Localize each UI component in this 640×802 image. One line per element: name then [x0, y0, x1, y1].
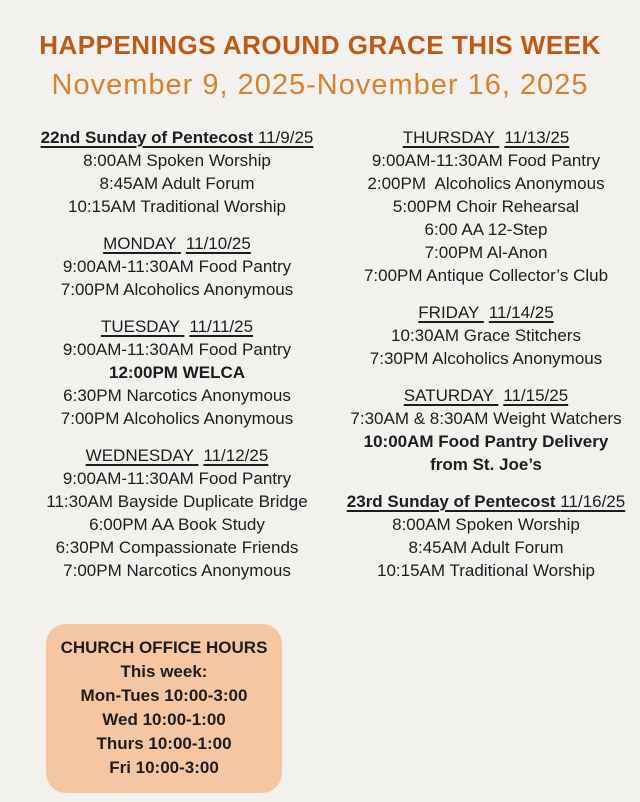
day-title: TUESDAY — [100, 317, 180, 336]
event-line: 9:00AM-11:30AM Food Pantry — [62, 469, 292, 488]
day-heading — [340, 490, 632, 513]
day-heading — [22, 315, 332, 338]
day-section-wednesday — [22, 444, 332, 582]
event-line: 6:30PM Narcotics Anonymous — [63, 386, 291, 405]
event-line: 6:00PM AA Book Study — [89, 515, 265, 534]
day-heading — [22, 126, 332, 149]
bulletin-header — [0, 0, 640, 102]
event-line: 8:45AM Adult Forum — [99, 174, 255, 193]
office-hours-line: Mon-Tues 10:00-3:00 — [80, 686, 248, 705]
event-line: 7:00PM Alcoholics Anonymous — [60, 280, 294, 299]
day-title: FRIDAY — [418, 303, 480, 322]
event-line: 12:00PM WELCA — [108, 363, 246, 382]
day-date: 11/10/25 — [185, 234, 251, 253]
event-line: 6:00 AA 12-Step — [424, 220, 548, 239]
event-line: 9:00AM-11:30AM Food Pantry — [371, 151, 601, 170]
day-section-tuesday — [22, 315, 332, 430]
event-line: 7:00PM Narcotics Anonymous — [63, 561, 291, 580]
day-title: WEDNESDAY — [85, 446, 194, 465]
weekly-schedule — [0, 126, 640, 596]
event-line: 10:15AM Traditional Worship — [68, 197, 286, 216]
day-heading — [340, 384, 632, 407]
event-line: 7:00PM Antique Collector’s Club — [363, 266, 609, 285]
day-title: THURSDAY — [402, 128, 495, 147]
event-line: 9:00AM-11:30AM Food Pantry — [62, 257, 292, 276]
day-heading — [340, 126, 632, 149]
day-heading — [22, 444, 332, 467]
page-title: HAPPENINGS AROUND GRACE THIS WEEK — [39, 30, 601, 60]
day-date: 11/16/25 — [560, 492, 626, 511]
day-section-sunday-23rd — [340, 490, 632, 582]
date-range: November 9, 2025-November 16, 2025 — [51, 69, 589, 101]
schedule-column-left — [22, 126, 332, 596]
office-hours-line: Thurs 10:00-1:00 — [96, 734, 232, 753]
day-date: 11/11/25 — [189, 317, 254, 336]
day-date: 11/14/25 — [488, 303, 554, 322]
event-line: 8:45AM Adult Forum — [408, 538, 564, 557]
day-date: 11/12/25 — [203, 446, 269, 465]
day-section-saturday — [340, 384, 632, 476]
day-title: SATURDAY — [403, 386, 494, 405]
event-line: 6:30PM Compassionate Friends — [55, 538, 299, 557]
day-section-friday — [340, 301, 632, 370]
day-date: 11/15/25 — [503, 386, 569, 405]
event-line: 10:00AM Food Pantry Delivery — [363, 432, 609, 451]
day-heading — [22, 232, 332, 255]
day-section-thursday — [340, 126, 632, 287]
event-line: 11:30AM Bayside Duplicate Bridge — [46, 492, 308, 511]
day-title: MONDAY — [103, 234, 177, 253]
schedule-column-right — [340, 126, 632, 596]
event-line: from St. Joe’s — [430, 455, 542, 474]
event-line: 10:15AM Traditional Worship — [377, 561, 595, 580]
day-section-monday — [22, 232, 332, 301]
event-line: 7:30PM Alcoholics Anonymous — [369, 349, 603, 368]
office-hours-title: CHURCH OFFICE HOURS — [60, 638, 268, 657]
day-title: 22nd Sunday of Pentecost — [40, 128, 254, 147]
event-line: 7:00PM Alcoholics Anonymous — [60, 409, 294, 428]
event-line: 8:00AM Spoken Worship — [83, 151, 271, 170]
day-section-sunday-22nd — [22, 126, 332, 218]
day-date: 11/13/25 — [504, 128, 570, 147]
office-hours-subtitle: This week: — [120, 662, 208, 681]
day-date: 11/9/25 — [257, 128, 314, 147]
office-hours-box — [46, 624, 282, 793]
event-line: 5:00PM Choir Rehearsal — [392, 197, 580, 216]
event-line: 10:30AM Grace Stitchers — [391, 326, 581, 345]
office-hours-line: Wed 10:00-1:00 — [102, 710, 226, 729]
event-line: 7:30AM & 8:30AM Weight Watchers — [350, 409, 622, 428]
event-line: 8:00AM Spoken Worship — [392, 515, 580, 534]
event-line: 2:00PM Alcoholics Anonymous — [367, 174, 605, 193]
office-hours-line: Fri 10:00-3:00 — [109, 758, 219, 777]
event-line: 7:00PM Al-Anon — [424, 243, 548, 262]
event-line: 9:00AM-11:30AM Food Pantry — [62, 340, 292, 359]
day-title: 23rd Sunday of Pentecost — [346, 492, 556, 511]
day-heading — [340, 301, 632, 324]
